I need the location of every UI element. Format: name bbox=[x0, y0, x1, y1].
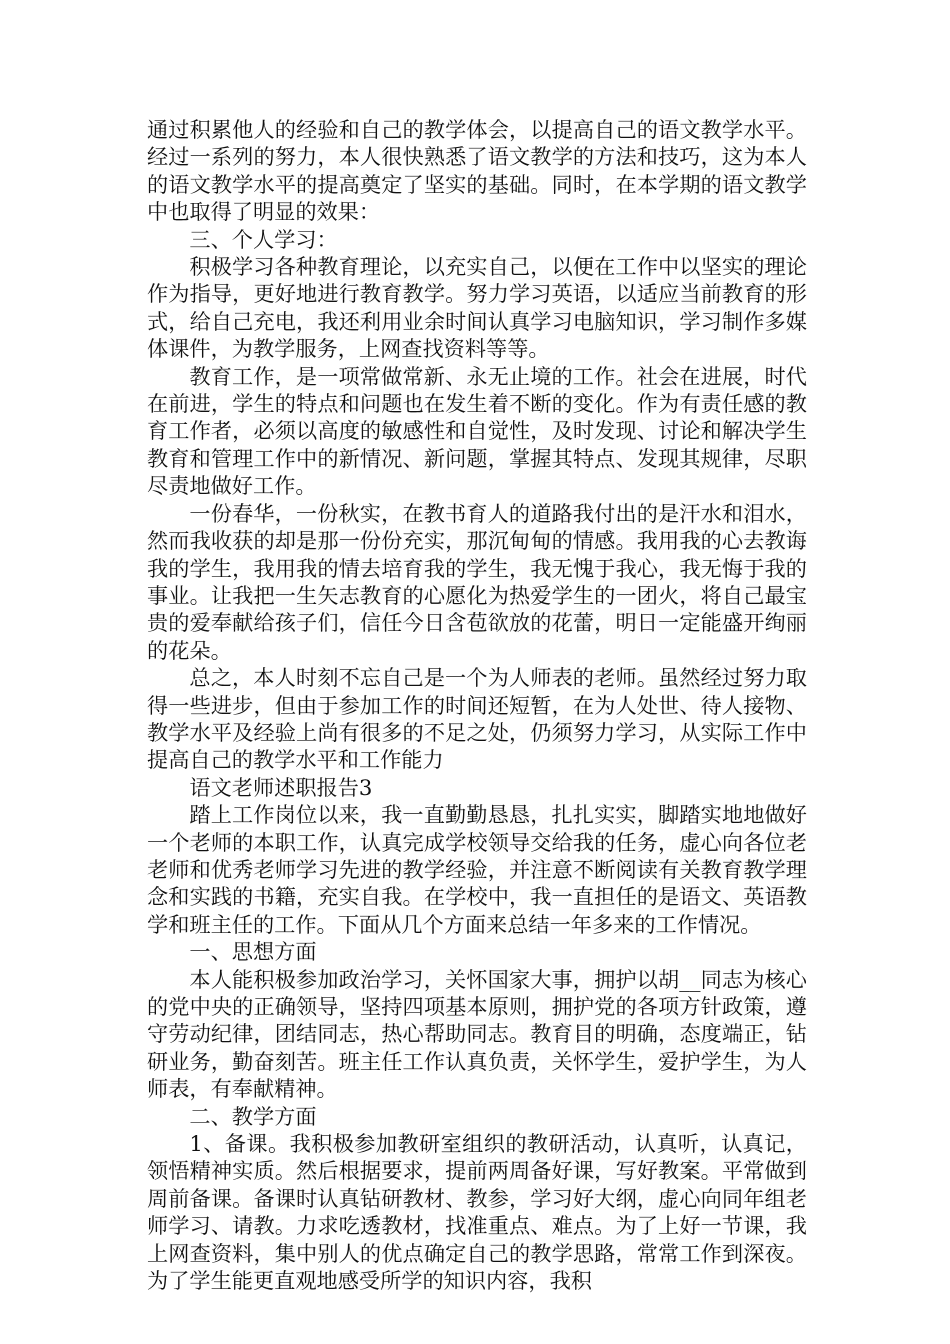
paragraph: 本人能积极参加政治学习，关怀国家大事，拥护以胡__同志为核心的党中央的正确领导，坚持四项基本原则，拥护党的各项方针政策，遵守劳动纪律，团结同志，热心帮助同志。教育目的明确，态度端正，钻研业务，勤奋刻苦。班主任工作认真负责，关怀学生，爱护学生，为人师表，有奉献精神。 bbox=[147, 966, 807, 1102]
report-title: 语文老师述职报告3 bbox=[189, 774, 373, 800]
document-body bbox=[147, 116, 807, 1294]
paragraph: 1、备课。我积极参加教研室组织的教研活动，认真听，认真记，领悟精神实质。然后根据要求，提前两周备好课，写好教案。平常做到周前备课。备课时认真钻研教材、教参，学习好大纲，虚心向同年组老师学习、请教。力求吃透教材，找准重点、难点。为了上好一节课，我上网查资料，集中别人的优点确定自己的教学思路，常常工作到深夜。为了学生能更直观地感受所学的知识内容，我积 bbox=[147, 1131, 807, 1294]
section-heading-personal-study: 三、个人学习： bbox=[189, 226, 338, 252]
paragraph: 踏上工作岗位以来，我一直勤勤恳恳，扎扎实实，脚踏实地地做好一个老师的本职工作，认真完成学校领导交给我的任务，虚心向各位老老师和优秀老师学习先进的教学经验，并注意不断阅读有关教育教学理念和实践的书籍，充实自我。在学校中，我一直担任的是语文、英语教学和班主任的工作。下面从几个方面来总结一年多来的工作情况。 bbox=[147, 802, 807, 937]
paragraph: 教育工作，是一项常做常新、永无止境的工作。社会在进展，时代在前进，学生的特点和问题也在发生着不断的变化。作为有责任感的教育工作者，必须以高度的敏感性和自觉性，及时发现、讨论和解决学生教育和管理工作中的新情况、新问题，掌握其特点、发现其规律，尽职尽责地做好工作。 bbox=[147, 363, 807, 499]
paragraph: 一份春华，一份秋实，在教书育人的道路我付出的是汗水和泪水，然而我收获的却是那一份份充实，那沉甸甸的情感。我用我的心去教诲我的学生，我用我的情去培育我的学生，我无愧于我心，我无悔于我的事业。让我把一生矢志教育的心愿化为热爱学生的一团火，将自己最宝贵的爱奉献给孩子们，信任今日含苞欲放的花蕾，明日一定能盛开绚丽的花朵。 bbox=[147, 500, 807, 663]
paragraph: 总之，本人时刻不忘自己是一个为人师表的老师。虽然经过努力取得一些进步，但由于参加工作的时间还短暂，在为人处世、待人接物、教学水平及经验上尚有很多的不足之处，仍须努力学习，从实际工作中提高自己的教学水平和工作能力 bbox=[147, 665, 807, 773]
section-heading-teaching: 二、教学方面 bbox=[189, 1103, 317, 1129]
paragraph-continuation: 通过积累他人的经验和自己的教学体会，以提高自己的语文教学水平。经过一系列的努力，本人很快熟悉了语文教学的方法和技巧，这为本人的语文教学水平的提高奠定了坚实的基础。同时，在本学期的语文教学中也取得了明显的效果： bbox=[147, 117, 807, 225]
paragraph: 积极学习各种教育理论，以充实自己，以便在工作中以坚实的理论作为指导，更好地进行教育教学。努力学习英语，以适应当前教育的形式，给自己充电，我还利用业余时间认真学习电脑知识，学习制作多媒体课件，为教学服务，上网查找资料等等。 bbox=[147, 254, 807, 362]
section-heading-ideology: 一、思想方面 bbox=[189, 939, 317, 965]
